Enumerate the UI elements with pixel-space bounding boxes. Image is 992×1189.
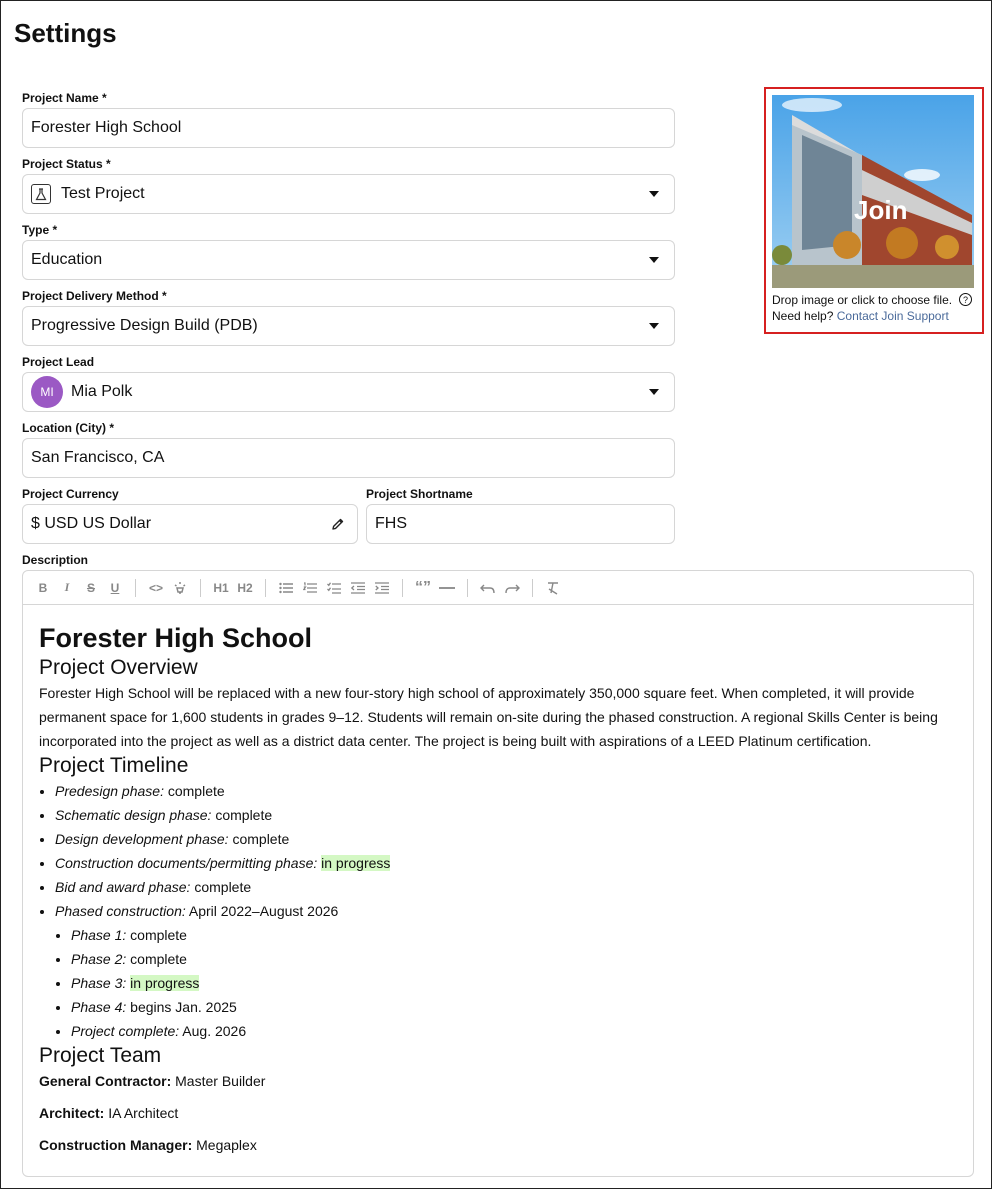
clear-formatting-button[interactable]	[541, 576, 565, 600]
description-label: Description	[22, 553, 89, 567]
checklist-button[interactable]	[322, 576, 346, 600]
location-label: Location (City) *	[22, 421, 114, 435]
project-status-select[interactable]	[22, 174, 675, 214]
toolbar-divider	[532, 579, 533, 597]
outdent-icon	[351, 582, 365, 594]
delivery-method-value: Progressive Design Build (PDB)	[31, 317, 258, 334]
list-item: • Phased construction: April 2022–August 2026 • Phase 1: complete • Phase 2: complete • Phase 3: in progress • Phase 4: begins Jan. 2025 • Project complete: Aug. 2026	[55, 899, 957, 1043]
type-label: Type *	[22, 223, 58, 237]
toolbar-divider	[467, 579, 468, 597]
undo-button[interactable]	[476, 576, 500, 600]
redo-icon	[504, 582, 520, 594]
team-member: Construction Manager: Megaplex	[39, 1137, 257, 1153]
help-prefix: Need help?	[772, 309, 834, 323]
list-item: • Project complete: Aug. 2026	[71, 1019, 957, 1043]
avatar: MI	[31, 376, 63, 408]
bullet-list-icon	[279, 582, 293, 594]
description-title: Forester High School	[39, 623, 313, 653]
type-select[interactable]	[22, 240, 675, 280]
bullet-list-button[interactable]	[274, 576, 298, 600]
list-item: • Phase 3: in progress	[71, 971, 957, 995]
team-member: General Contractor: Master Builder	[39, 1073, 266, 1089]
blockquote-button[interactable]: “”	[415, 578, 431, 596]
list-item: • Construction documents/permitting phase: in progress	[55, 851, 957, 875]
indent-icon	[375, 582, 389, 594]
strikethrough-button[interactable]: S	[86, 580, 95, 595]
join-logo: Join	[854, 195, 908, 225]
indent-button[interactable]	[370, 576, 394, 600]
checklist-icon	[327, 582, 341, 594]
type-value: Education	[31, 251, 103, 268]
list-item: • Schematic design phase: complete	[55, 803, 957, 827]
heading2-button[interactable]: H2	[237, 580, 253, 595]
drop-image-text: Drop image or click to choose file.	[772, 293, 953, 307]
numbered-list-icon	[303, 582, 317, 594]
list-item: • Phase 4: begins Jan. 2025	[71, 995, 957, 1019]
project-name-value: Forester High School	[31, 119, 182, 136]
editor-content[interactable]	[23, 605, 973, 1179]
outdent-button[interactable]	[346, 576, 370, 600]
currency-field[interactable]	[22, 504, 358, 544]
project-name-label: Project Name *	[22, 91, 107, 105]
help-text	[772, 309, 949, 323]
currency-label: Project Currency	[22, 487, 119, 501]
shortname-input[interactable]	[366, 504, 675, 544]
help-icon[interactable]: ?	[959, 293, 972, 306]
contact-support-link[interactable]: Contact Join Support	[836, 309, 949, 323]
location-value: San Francisco, CA	[31, 449, 165, 466]
project-status-label: Project Status *	[22, 157, 111, 171]
list-item: • Predesign phase: complete	[55, 779, 957, 803]
description-editor[interactable]	[22, 570, 974, 1177]
overview-paragraph: Forester High School will be replaced with a new four-story high school of approximately 350,000 square feet. When completed, it will provide permanent space for 1,600 students in grades 9–12. Students will remain on-site during the phased construction. A regional Skills Center is being incorporated into the project as well as a district data center. The project is being built with aspirations of a LEED Platinum certification.	[39, 685, 938, 749]
list-item: • Phase 2: complete	[71, 947, 957, 971]
timeline-heading: Project Timeline	[39, 754, 189, 777]
shortname-label: Project Shortname	[366, 487, 473, 501]
project-name-input[interactable]	[22, 108, 675, 148]
location-input[interactable]	[22, 438, 675, 478]
list-item: • Phase 1: complete	[71, 923, 957, 947]
overview-heading: Project Overview	[39, 656, 198, 679]
highlight-button[interactable]	[168, 576, 192, 600]
subphase-list	[55, 923, 957, 1043]
chevron-down-icon	[649, 257, 659, 263]
horizontal-rule-icon	[439, 586, 455, 590]
page-title: Settings	[14, 18, 117, 48]
numbered-list-button[interactable]	[298, 576, 322, 600]
chevron-down-icon	[649, 389, 659, 395]
list-item: • Bid and award phase: complete	[55, 875, 957, 899]
project-lead-value: Mia Polk	[71, 383, 133, 400]
toolbar-divider	[135, 579, 136, 597]
chevron-down-icon	[649, 191, 659, 197]
italic-button[interactable]: I	[64, 580, 70, 594]
horizontal-rule-button[interactable]	[435, 576, 459, 600]
list-item: • Design development phase: complete	[55, 827, 957, 851]
team-heading: Project Team	[39, 1044, 162, 1067]
delivery-method-label: Project Delivery Method *	[22, 289, 167, 303]
project-image[interactable]	[772, 95, 974, 288]
pencil-icon[interactable]	[331, 517, 345, 531]
toolbar-divider	[265, 579, 266, 597]
toolbar-divider	[402, 579, 403, 597]
team-member: Architect: IA Architect	[39, 1105, 179, 1121]
project-lead-label: Project Lead	[22, 355, 95, 369]
code-button[interactable]: <>	[148, 580, 163, 595]
redo-button[interactable]	[500, 576, 524, 600]
timeline-list	[39, 779, 957, 1043]
underline-button[interactable]: U	[110, 580, 120, 595]
project-lead-select[interactable]	[22, 372, 675, 412]
undo-icon	[480, 582, 496, 594]
project-status-value: Test Project	[61, 185, 145, 202]
heading1-button[interactable]: H1	[213, 580, 229, 595]
bold-button[interactable]: B	[38, 580, 48, 595]
editor-toolbar	[23, 571, 973, 605]
clear-formatting-icon	[546, 581, 560, 595]
flask-icon	[31, 184, 51, 204]
project-image-dropzone[interactable]	[764, 87, 984, 334]
chevron-down-icon	[649, 323, 659, 329]
lightbulb-icon	[174, 581, 186, 595]
team-list	[39, 1069, 957, 1157]
toolbar-divider	[200, 579, 201, 597]
shortname-value: FHS	[375, 515, 407, 532]
currency-value: $ USD US Dollar	[31, 515, 152, 532]
delivery-method-select[interactable]	[22, 306, 675, 346]
